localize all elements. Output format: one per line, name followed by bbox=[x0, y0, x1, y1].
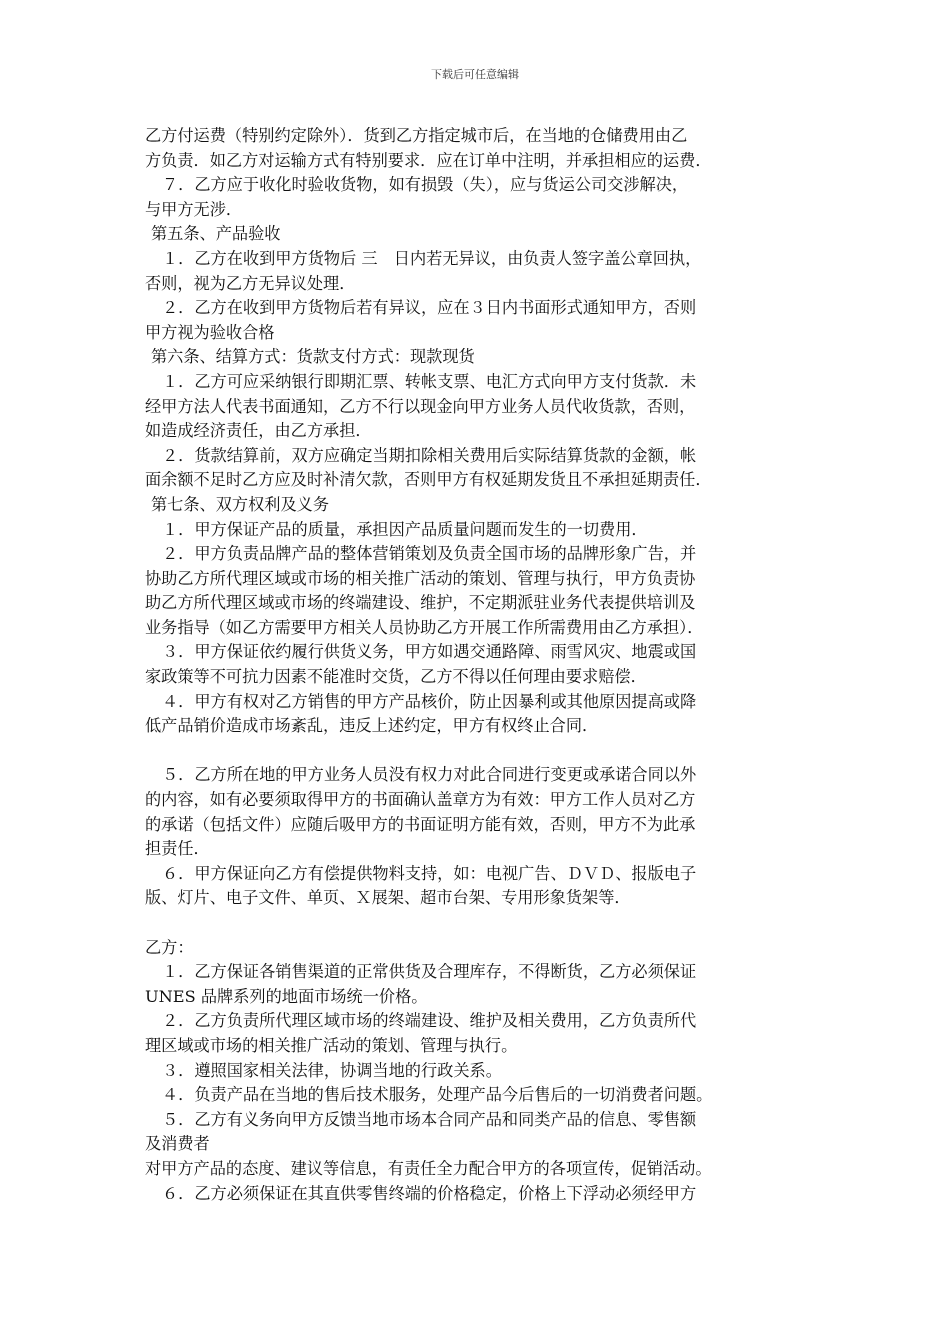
text-line: 的承诺（包括文件）应随后吸甲方的书面证明方能有效，否则，甲方不为此承 bbox=[145, 814, 696, 834]
text-line: ３．甲方保证依约履行供货义务，甲方如遇交通路障、雨雪风灾、地震或国 bbox=[162, 642, 697, 662]
text-line: ４．负责产品在当地的售后技术服务，处理产品今后售后的一切消费者问题。 bbox=[162, 1085, 713, 1105]
text-line: １．甲方保证产品的质量，承担因产品质量问题而发生的一切费用． bbox=[162, 519, 648, 539]
text-line: ５．乙方有义务向甲方反馈当地市场本合同产品和同类产品的信息、零售额 bbox=[162, 1109, 697, 1129]
text-line: 面余额不足时乙方应及时补清欠款，否则甲方有权延期发货且不承担延期责任． bbox=[145, 470, 712, 490]
text-line: ２．乙方负责所代理区域市场的终端建设、维护及相关费用，乙方负责所代 bbox=[162, 1011, 697, 1031]
text-line: 业务指导（如乙方需要甲方相关人员协助乙方开展工作所需费用由乙方承担）． bbox=[145, 617, 704, 637]
text-line: 对甲方产品的态度、建议等信息，有责任全力配合甲方的各项宣传，促销活动。 bbox=[145, 1158, 712, 1178]
section-heading: 乙方： bbox=[145, 937, 194, 957]
text-line: 经甲方法人代表书面通知，乙方不行以现金向甲方业务人员代收货款，否则， bbox=[145, 396, 696, 416]
text-line: ２．货款结算前，双方应确定当期扣除相关费用后实际结算货款的金额，帐 bbox=[162, 445, 697, 465]
text-line: １．乙方可应采纳银行即期汇票、转帐支票、电汇方式向甲方支付货款．未 bbox=[162, 371, 697, 391]
text-line: ７．乙方应于收化时验收货物，如有损毁（失），应与货运公司交涉解决， bbox=[162, 175, 689, 195]
section-heading: 第六条、结算方式：货款支付方式：现款现货 bbox=[151, 347, 475, 367]
text-line: １．乙方在收到甲方货物后 三 日内若无异议，由负责人签字盖公章回执， bbox=[162, 248, 702, 268]
header-note: 下载后可任意编辑 bbox=[431, 68, 519, 81]
text-line: 家政策等不可抗力因素不能准时交货，乙方不得以任何理由要求赔偿． bbox=[145, 667, 647, 687]
text-line: ３．遵照国家相关法律，协调当地的行政关系。 bbox=[162, 1060, 502, 1080]
text-line: １．乙方保证各销售渠道的正常供货及合理库存，不得断货，乙方必须保证 bbox=[162, 962, 697, 982]
text-line: 理区域或市场的相关推广活动的策划、管理与执行。 bbox=[145, 1035, 518, 1055]
text-line: ６．甲方保证向乙方有偿提供物料支持，如：电视广告、ＤＶＤ、报版电子 bbox=[162, 863, 697, 883]
text-line: 协助乙方所代理区域或市场的相关推广活动的策划、管理与执行，甲方负责协 bbox=[145, 568, 696, 588]
text-line: 版、灯片、电子文件、单页、Ｘ展架、超市台架、专用形象货架等． bbox=[145, 888, 631, 908]
text-line: UNES 品牌系列的地面市场统一价格。 bbox=[145, 986, 428, 1006]
text-line: ５．乙方所在地的甲方业务人员没有权力对此合同进行变更或承诺合同以外 bbox=[162, 765, 697, 785]
text-line: 的内容，如有必要须取得甲方的书面确认盖章方为有效：甲方工作人员对乙方 bbox=[145, 790, 696, 810]
document-body bbox=[145, 124, 810, 1206]
section-heading: 第七条、双方权利及义务 bbox=[151, 494, 330, 514]
text-line: 及消费者 bbox=[145, 1134, 210, 1154]
blank-line bbox=[145, 911, 810, 936]
text-line: 甲方视为验收合格 bbox=[145, 322, 275, 342]
text-line: 助乙方所代理区域或市场的终端建设、维护，不定期派驻业务代表提供培训及 bbox=[145, 593, 696, 613]
text-line: 如造成经济责任，由乙方承担． bbox=[145, 421, 372, 441]
text-line: 方负责．如乙方对运输方式有特别要求．应在订单中注明，并承担相应的运费． bbox=[145, 150, 712, 170]
text-line: ４．甲方有权对乙方销售的甲方产品核价，防止因暴利或其他原因提高或降 bbox=[162, 691, 697, 711]
text-line: ２．甲方负责品牌产品的整体营销策划及负责全国市场的品牌形象广告，并 bbox=[162, 544, 697, 564]
blank-line bbox=[145, 739, 810, 764]
text-line: 担责任． bbox=[145, 839, 210, 859]
text-line: ６．乙方必须保证在其直供零售终端的价格稳定，价格上下浮动必须经甲方 bbox=[162, 1183, 697, 1203]
text-line: 乙方付运费（特别约定除外）．货到乙方指定城市后，在当地的仓储费用由乙 bbox=[145, 126, 688, 145]
text-line: 否则，视为乙方无异议处理． bbox=[145, 273, 356, 293]
section-heading: 第五条、产品验收 bbox=[151, 224, 281, 244]
text-line: 与甲方无涉． bbox=[145, 199, 243, 219]
text-line: 低产品销价造成市场紊乱，违反上述约定，甲方有权终止合同． bbox=[145, 716, 599, 736]
text-line: ２．乙方在收到甲方货物后若有异议，应在３日内书面形式通知甲方，否则 bbox=[162, 298, 697, 318]
